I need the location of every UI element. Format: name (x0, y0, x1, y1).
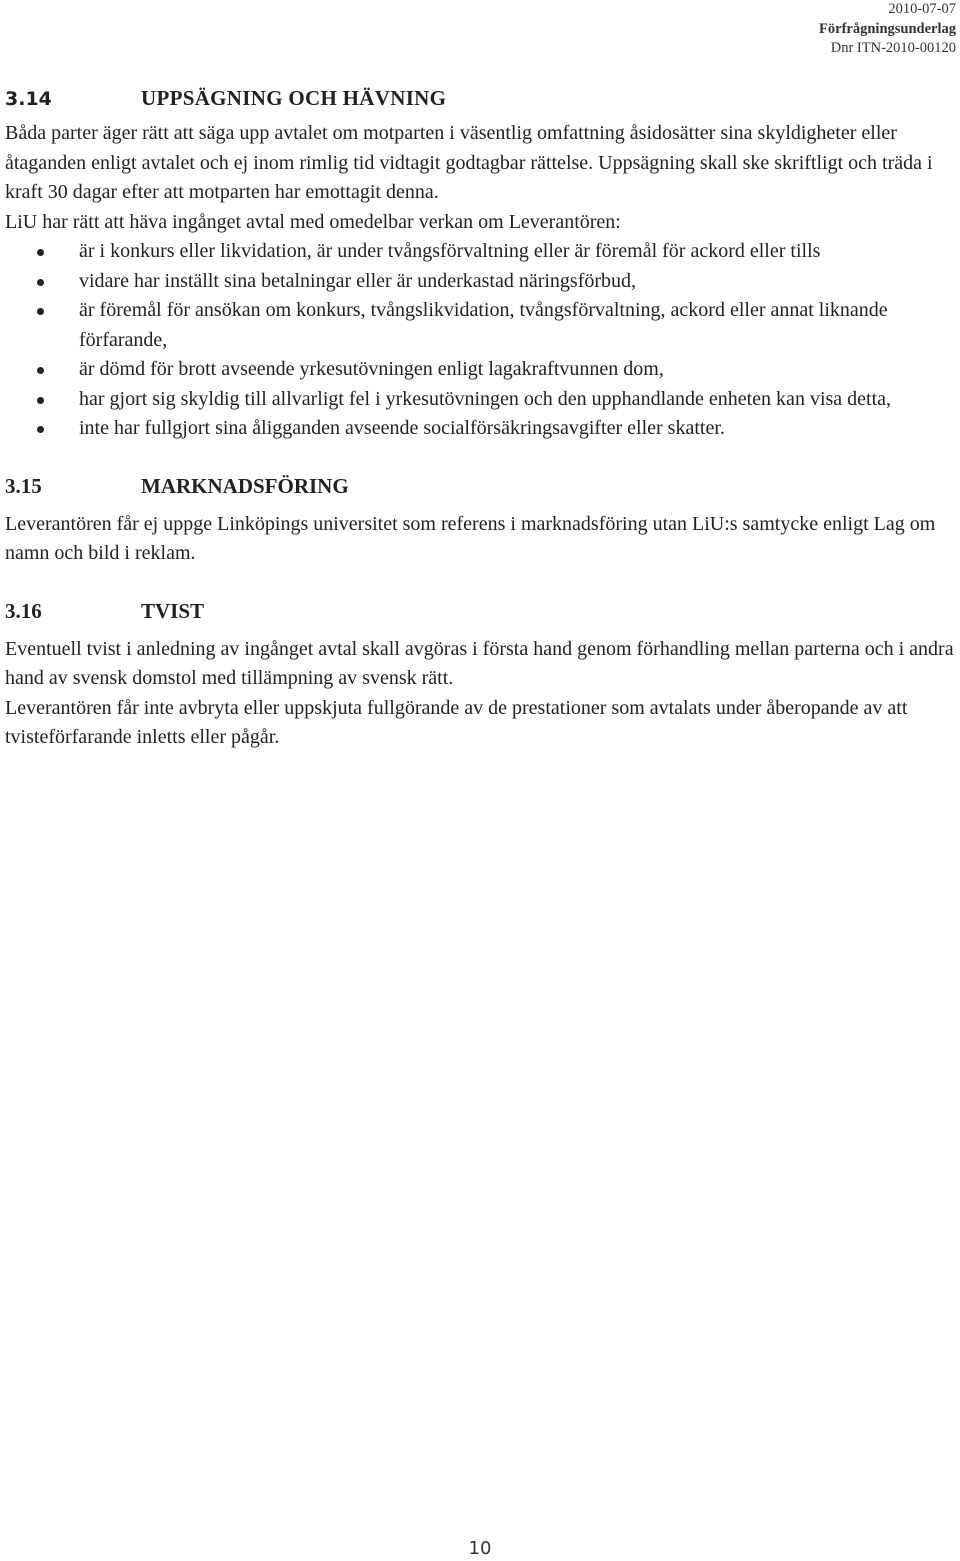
header-doc-type: Förfrågningsunderlag (819, 20, 956, 37)
section-paragraph: Eventuell tvist i anledning av ingånget avtal skall avgöras i första hand genom förhandling mellan parterna och i andra hand av svensk domstol med tillämpning av svensk rätt. (5, 637, 954, 689)
list-item (5, 296, 957, 355)
section-number: 3.16 (5, 598, 42, 623)
header-reference: Dnr ITN-2010-00120 (830, 40, 956, 56)
section-title: UPPSÄGNING OCH HÄVNING (141, 86, 447, 110)
section-heading (5, 471, 957, 501)
list-item-text: är föremål för ansökan om konkurs, tvångslikvidation, tvångsförvaltning, ackord eller annat liknande förfarande, (79, 299, 888, 351)
list-item-text: har gjort sig skyldig till allvarligt fel i yrkesutövningen och den upphandlande enheten kan visa detta, (79, 387, 892, 410)
bullet-icon (37, 249, 44, 256)
page-number: 10 (468, 1538, 492, 1559)
section-3-16 (5, 596, 957, 753)
bullet-icon (37, 279, 44, 286)
list-item (5, 237, 957, 267)
section-heading (5, 83, 957, 114)
section-heading (5, 596, 957, 626)
bullet-icon (37, 426, 44, 433)
bullet-icon (37, 308, 44, 315)
list-item (5, 385, 957, 415)
bullet-list (5, 237, 957, 444)
section-paragraph: Leverantören får inte avbryta eller uppskjuta fullgörande av de prestationer som avtalats under åberopande av att tvisteförfarande inletts eller pågår. (5, 696, 908, 748)
section-paragraph: Leverantören får ej uppge Linköpings universitet som referens i marknadsföring utan LiU:s samtycke enligt Lag om namn och bild i reklam. (5, 512, 936, 564)
list-item-text: inte har fullgjort sina åligganden avseende socialförsäkringsavgifter eller skatter. (79, 417, 725, 439)
section-3-15 (5, 471, 957, 569)
document-body (5, 83, 957, 753)
section-paragraph: Båda parter äger rätt att säga upp avtalet om motparten i väsentlig omfattning åsidosätter sina skyldigheter eller åtaganden enligt avtalet och ej inom rimlig tid vidtagit godtagbar rättelse. Uppsägning skall ske skriftligt och träda i kraft 30 dagar efter att motparten har emottagit denna. (5, 122, 933, 203)
bullet-icon (37, 397, 44, 404)
page-header (819, 0, 956, 59)
section-number: 3.14 (5, 88, 52, 110)
header-date: 2010-07-07 (888, 1, 956, 17)
list-item-text: vidare har inställt sina betalningar eller är underkastad näringsförbud, (79, 269, 637, 292)
section-paragraph: LiU har rätt att häva ingånget avtal med omedelbar verkan om Leverantören: (5, 210, 621, 233)
list-item (5, 267, 957, 297)
list-item (5, 355, 957, 385)
section-title: MARKNADSFÖRING (141, 473, 349, 498)
section-title: TVIST (141, 598, 205, 623)
list-item (5, 414, 957, 444)
section-number: 3.15 (5, 473, 42, 498)
bullet-icon (37, 367, 44, 374)
list-item-text: är dömd för brott avseende yrkesutövningen enligt lagakraftvunnen dom, (79, 358, 664, 380)
list-item-text: är i konkurs eller likvidation, är under tvångsförvaltning eller är föremål för ackord eller tills (79, 240, 821, 262)
section-3-14 (5, 83, 957, 444)
